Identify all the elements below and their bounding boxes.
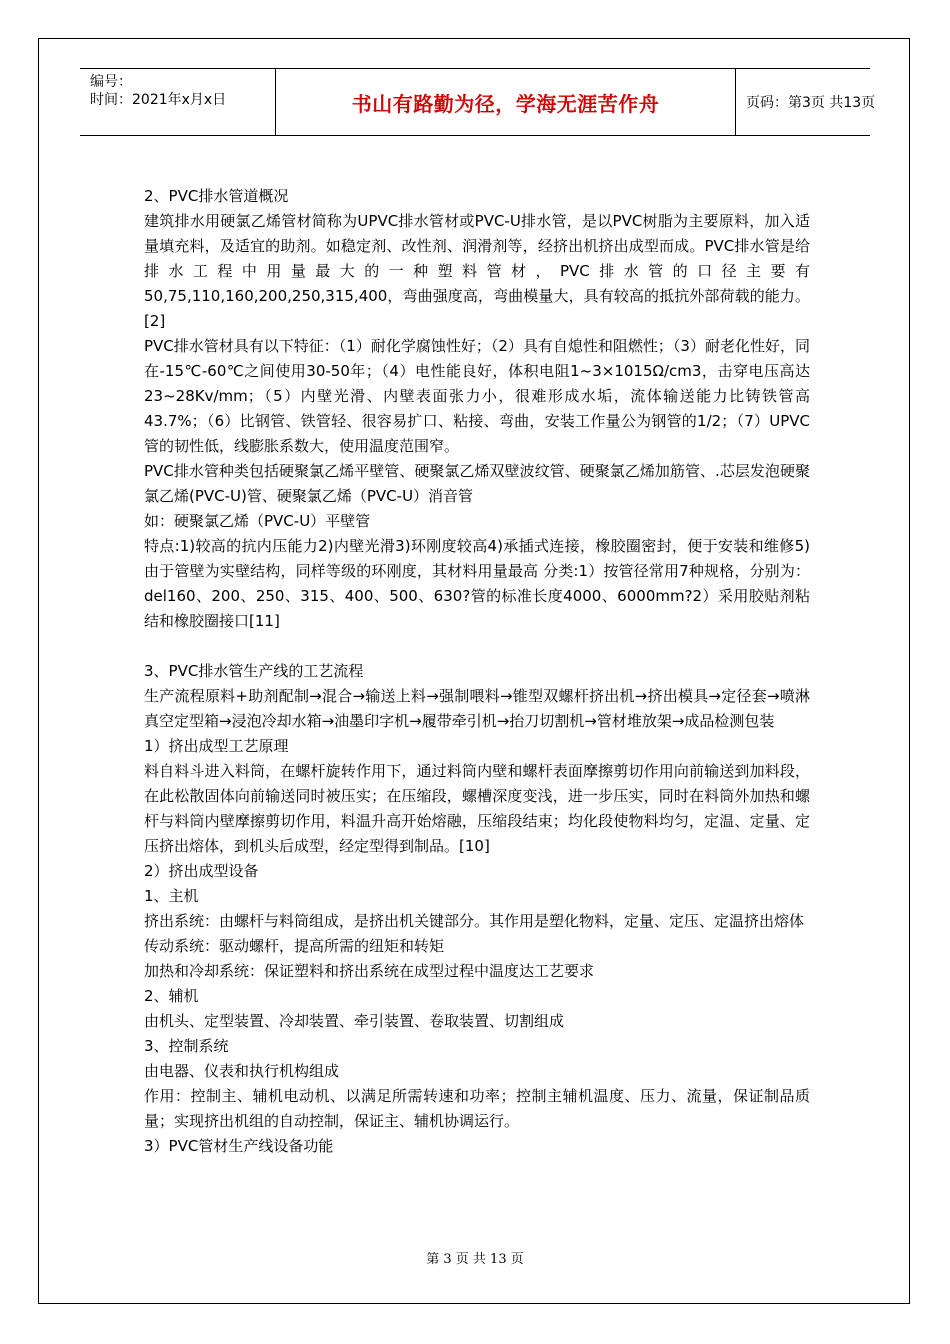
paragraph: PVC排水管材具有以下特征：（1）耐化学腐蚀性好；（2）具有自熄性和阻燃性；（3）耐老化性好，同在-15℃-60℃之间使用30-50年；（4）电性能良好，体积电阻1~3×1015Ω/cm3，击穿电压高达23~28Kv/mm；（5）内壁光滑、内壁表面张力小，很难形成水垢，流体输送能力比铸铁管高43.7%；（6）比钢管、铁管轻、很容易扩口、粘接、弯曲，安装工作量公为钢管的1/2；（7）UPVC管的韧性低，线膨胀系数大，使用温度范围窄。 (144, 337, 810, 455)
paragraph: 作用：控制主、辅机电动机、以满足所需转速和功率；控制主辅机温度、压力、流量，保证制品质量；实现挤出机组的自动控制，保证主、辅机协调运行。 (144, 1087, 810, 1130)
section-heading: 3、PVC排水管生产线的工艺流程 (144, 662, 364, 680)
blank-line (144, 634, 810, 659)
subheading: 1、主机 (144, 887, 199, 905)
section-heading: 2、PVC排水管道概况 (144, 187, 289, 205)
subheading: 3）PVC管材生产线设备功能 (144, 1137, 334, 1155)
header-left-cell (80, 69, 276, 135)
paragraph: 特点:1)较高的抗内压能力2)内壁光滑3)环刚度较高4)承插式连接，橡胶圈密封，便于安装和维修5)由于管壁为实壁结构，同样等级的环刚度，其材料用量最高 分类:1）按管径常用7种规格，分别为：del160、200、250、315、400、500、630?管的标准长度4000、6000mm?2）采用胶贴剂粘结和橡胶圈接口[11] (144, 537, 810, 630)
paragraph: 加热和冷却系统：保证塑料和挤出系统在成型过程中温度达工艺要求 (144, 962, 595, 980)
paragraph: 传动系统：驱动螺杆，提高所需的纽矩和转矩 (144, 937, 445, 955)
paragraph: 建筑排水用硬氯乙烯管材简称为UPVC排水管材或PVC-U排水管，是以PVC树脂为主要原料，加入适量填充料，及适宜的助剂。如稳定剂、改性剂、润滑剂等，经挤出机挤出成型而成。PVC排水管是给排水工程中用量最大的一种塑料管材，PVC排水管的口径主要有50,75,110,160,200,250,315,400，弯曲强度高，弯曲模量大，具有较高的抵抗外部荷载的能力。[2] (144, 212, 810, 330)
paragraph: PVC排水管种类包括硬聚氯乙烯平壁管、硬聚氯乙烯双壁波纹管、硬聚氯乙烯加筋管、.芯层发泡硬聚氯乙烯(PVC-U)管、硬聚氯乙烯（PVC-U）消音管 (144, 462, 810, 505)
document-code-label: 编号： (90, 74, 132, 90)
paragraph: 生产流程原料+助剂配制→混合→输送上料→强制喂料→锥型双螺杆挤出机→挤出模具→定径套→喷淋真空定型箱→浸泡冷却水箱→油墨印字机→履带牵引机→抬刀切割机→管材堆放架→成品检测包装 (144, 687, 810, 730)
header-motto: 书山有路勤为径，学海无涯苦作舟 (351, 91, 660, 116)
paragraph: 如：硬聚氯乙烯（PVC-U）平壁管 (144, 512, 371, 530)
subheading: 2、辅机 (144, 987, 199, 1005)
page-footer: 第 3 页 共 13 页 (426, 1252, 524, 1267)
header-motto-cell (276, 69, 736, 135)
paragraph: 挤出系统：由螺杆与料筒组成，是挤出机关键部分。其作用是塑化物料，定量、定压、定温挤出熔体 (144, 912, 805, 930)
paragraph: 由电器、仪表和执行机构组成 (144, 1062, 340, 1080)
subheading: 2）挤出成型设备 (144, 862, 259, 880)
paragraph: 由机头、定型装置、冷却装置、牵引装置、卷取装置、切割组成 (144, 1012, 565, 1030)
document-time-label: 时间：2021年x月x日 (90, 92, 227, 108)
header-page-cell (736, 69, 876, 135)
paragraph: 料自料斗进入料筒，在螺杆旋转作用下，通过料筒内壁和螺杆表面摩擦剪切作用向前输送到加料段，在此松散固体向前输送同时被压实；在压缩段，螺槽深度变浅，进一步压实，同时在料筒外加热和螺杆与料筒内壁摩擦剪切作用，料温升高开始熔融，压缩段结束；均化段使物料均匀，定温、定量、定压挤出熔体，到机头后成型，经定型得到制品。[10] (144, 762, 810, 855)
header-page-info: 页码：第3页 共13页 (746, 95, 876, 111)
subheading: 1）挤出成型工艺原理 (144, 737, 289, 755)
document-body (144, 184, 810, 1159)
page-header (80, 68, 876, 136)
subheading: 3、控制系统 (144, 1037, 229, 1055)
